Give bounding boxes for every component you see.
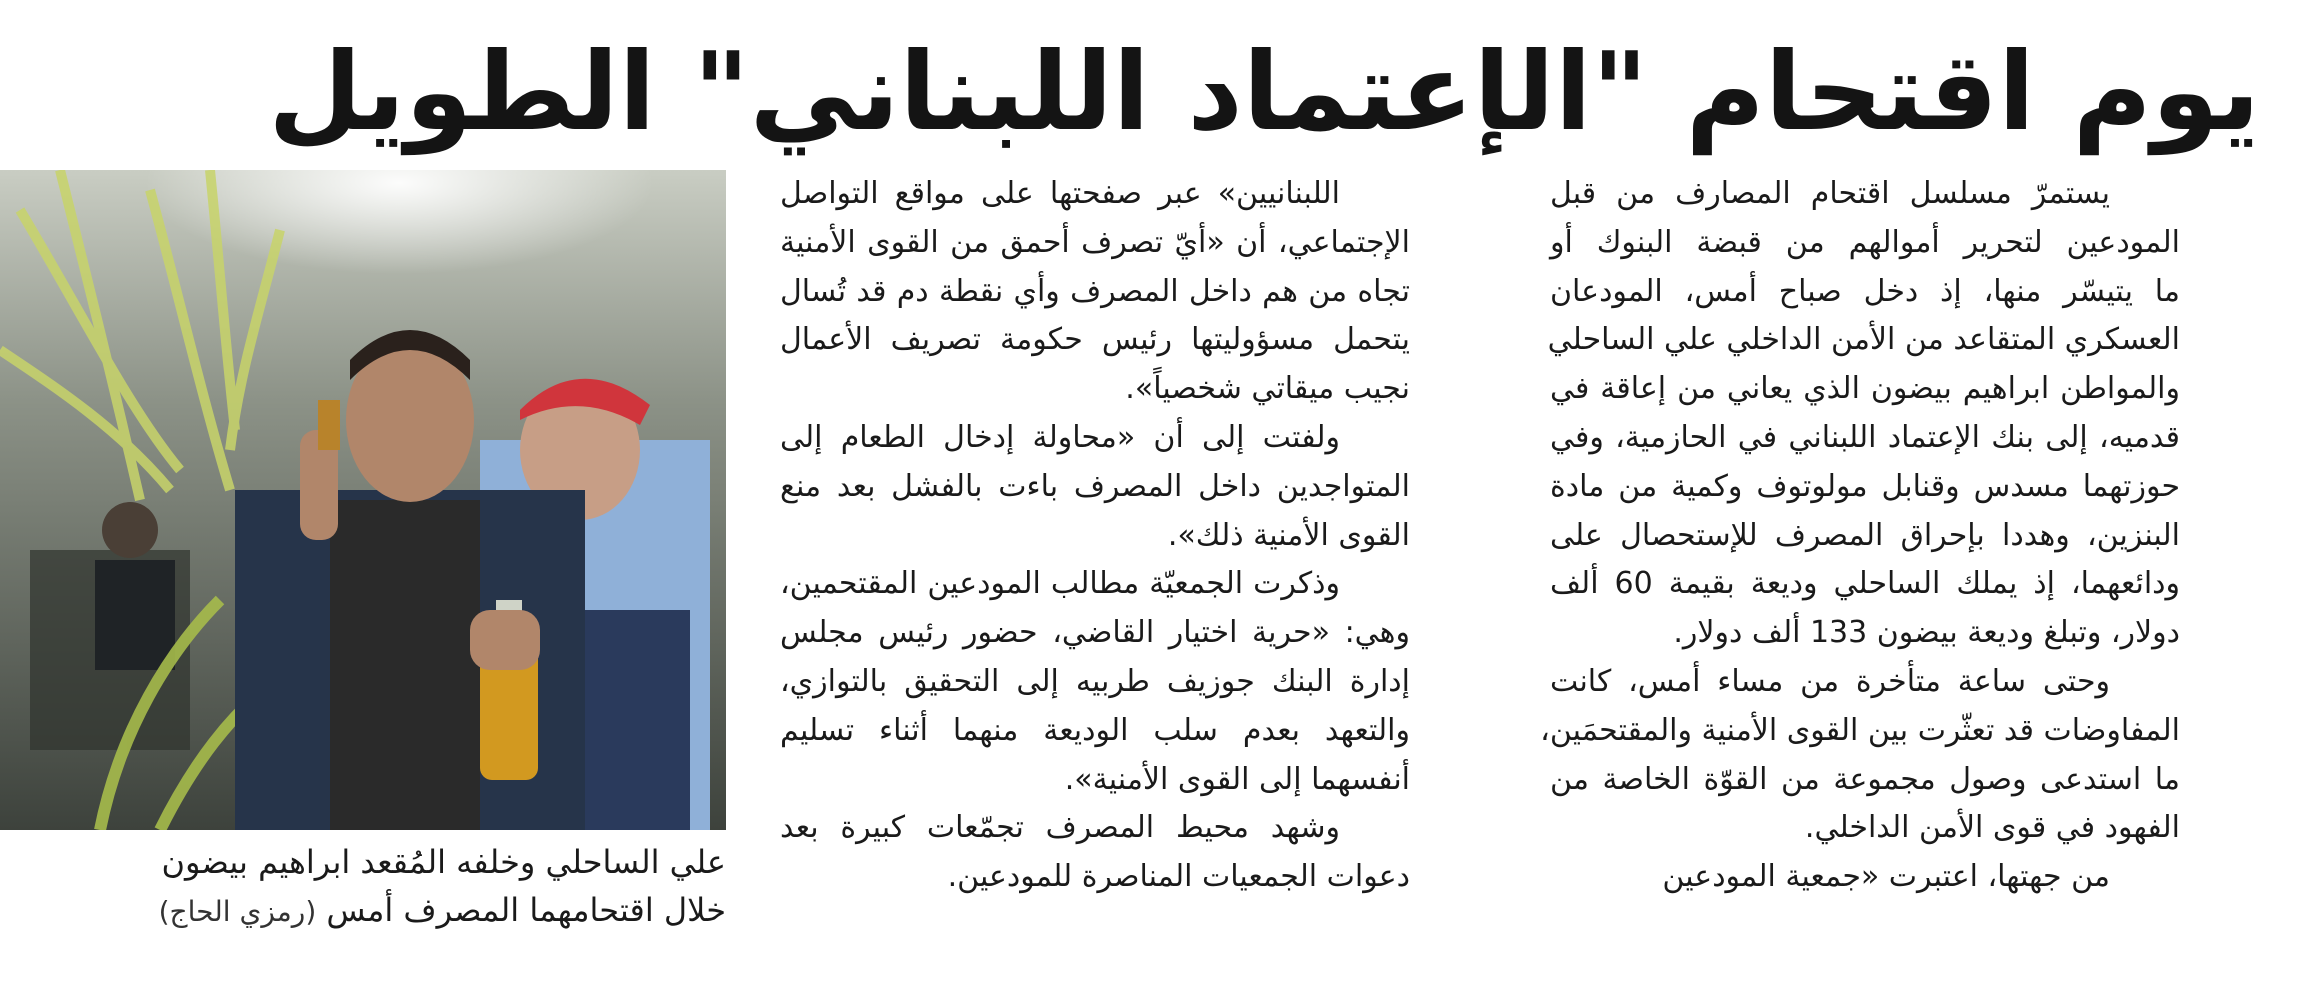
caption-line-1: علي الساحلي وخلفه المُقعد ابراهيم بيضون xyxy=(161,843,726,881)
article-column-right xyxy=(1540,170,2250,902)
text-line: ودائعهما، إذ يملك الساحلي وديعة بقيمة 60 ألف xyxy=(1550,566,2180,602)
paragraph xyxy=(780,170,1480,414)
text-line: قدميه، إلى بنك الإعتماد اللبناني في الحازمية، وفي xyxy=(1550,419,2180,455)
text-line: المودعين لتحرير أموالهم من قبضة البنوك أو xyxy=(1550,224,2180,260)
article-column-middle xyxy=(780,170,1480,902)
text-line: أنفسهما إلى القوى الأمنية». xyxy=(1064,761,1410,797)
text-line: دولار، وتبلغ وديعة بيضون 133 ألف دولار. xyxy=(1673,615,2180,651)
paragraph xyxy=(780,804,1480,902)
text-line: ولفتت إلى أن «محاولة إدخال الطعام إلى xyxy=(780,419,1340,455)
text-line: وهي: «حرية اختيار القاضي، حضور رئيس مجلس xyxy=(780,615,1410,651)
text-line: وحتى ساعة متأخرة من مساء أمس، كانت xyxy=(1550,663,2110,699)
photo-credit: (رمزي الحاج) xyxy=(158,895,317,928)
text-line: نجيب ميقاتي شخصياً». xyxy=(1125,371,1410,407)
text-line: يستمرّ مسلسل اقتحام المصارف من قبل xyxy=(1550,176,2110,211)
text-line: العسكري المتقاعد من الأمن الداخلي علي الساحلي xyxy=(1547,322,2180,358)
paragraph xyxy=(780,414,1480,560)
text-line: إدارة البنك جوزيف طربيه إلى التحقيق بالتوازي، xyxy=(780,663,1410,699)
text-line: اللبنانيين» عبر صفحتها على مواقع التواصل xyxy=(780,176,1340,211)
text-line: والتعهد بعدم سلب الوديعة منهما أثناء تسليم xyxy=(780,712,1410,748)
text-line: دعوات الجمعيات المناصرة للمودعين. xyxy=(947,859,1410,895)
text-line: من جهتها، اعتبرت «جمعية المودعين xyxy=(1662,859,2110,895)
paragraph xyxy=(780,560,1480,804)
text-line: والمواطن ابراهيم بيضون الذي يعاني من إعاقة في xyxy=(1550,371,2180,407)
text-line: المفاوضات قد تعثّرت بين القوى الأمنية والمقتحمَين، xyxy=(1540,712,2180,748)
paragraph xyxy=(1540,658,2250,853)
text-line: وشهد محيط المصرف تجمّعات كبيرة بعد xyxy=(780,810,1340,846)
text-line: وذكرت الجمعيّة مطالب المودعين المقتحمين، xyxy=(780,566,1340,602)
paragraph xyxy=(1550,853,2250,902)
photo-caption xyxy=(100,838,726,936)
text-line: القوى الأمنية ذلك». xyxy=(1167,517,1410,553)
text-line: ما يتيسّر منها، إذ دخل صباح أمس، المودعان xyxy=(1550,273,2180,309)
text-line: تجاه من هم داخل المصرف وأي نقطة دم قد تُسال xyxy=(780,273,1410,309)
headline: يوم اقتحام "الإعتماد اللبناني" الطويل xyxy=(268,30,2260,155)
text-line: ما استدعى وصول مجموعة من القوّة الخاصة من xyxy=(1550,761,2180,797)
text-line: الإجتماعي، أن «أيّ تصرف أحمق من القوى الأمنية xyxy=(780,224,1410,260)
caption-line-2 xyxy=(100,886,726,936)
photo-illustration xyxy=(0,170,726,830)
text-line: الفهود في قوى الأمن الداخلي. xyxy=(1804,810,2180,846)
text-line: حوزتهما مسدس وقنابل مولوتوف وكمية من مادة xyxy=(1550,468,2180,504)
text-line: يتحمل مسؤوليتها رئيس حكومة تصريف الأعمال xyxy=(780,322,1410,358)
news-photo xyxy=(0,170,726,830)
paragraph xyxy=(1547,170,2250,658)
caption-line-2-text: خلال اقتحامهما المصرف أمس xyxy=(326,891,726,929)
text-line: المتواجدين داخل المصرف باءت بالفشل بعد منع xyxy=(780,468,1410,504)
text-line: البنزين، وهددا بإحراق المصرف للإستحصال على xyxy=(1550,517,2180,553)
